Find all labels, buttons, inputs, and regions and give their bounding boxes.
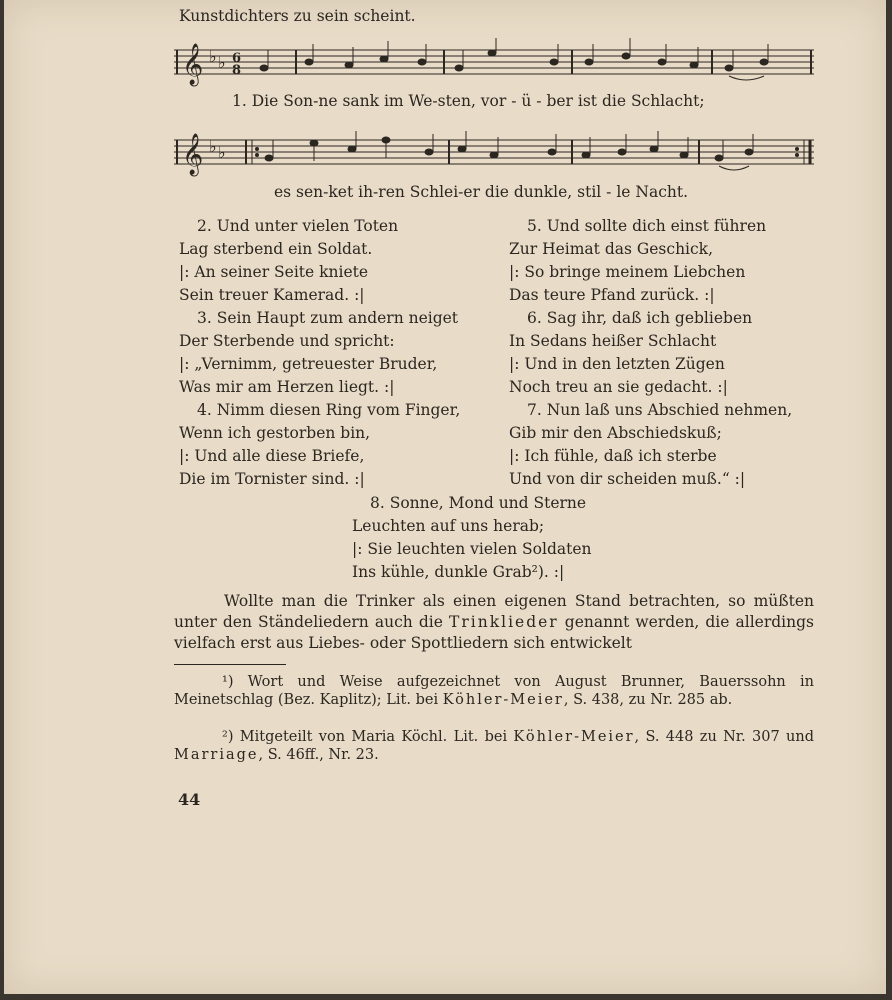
footnote-emphasis: Köhler-Meier [513,729,635,745]
footnote-1 [174,673,814,709]
footnote-2 [174,728,814,764]
svg-text:♭: ♭ [209,47,217,66]
verse-line: Wenn ich gestorben bin, [179,424,371,442]
verse-line: Und von dir scheiden muß.“ :| [509,470,746,488]
paragraph-emphasis: Trinklieder [449,613,559,631]
song-lyrics-line-1: 1. Die Son-ne sank im We-sten, vor - ü - ber ist die Schlacht; [232,92,705,110]
footnote-text: , S. 46ff., Nr. 23. [258,747,379,763]
verse-line: 7. Nun laß uns Abschied nehmen, [527,401,793,419]
verse-line: Der Sterbende und spricht: [179,332,395,350]
svg-text:𝄞: 𝄞 [182,44,204,85]
verse-line: Zur Heimat das Geschick, [509,240,714,258]
verse-line: |: „Vernimm, getreuester Bruder, [179,355,438,373]
music-staff-1 [174,38,814,88]
verse-line: In Sedans heißer Schlacht [509,332,717,350]
verse-line: Lag sterbend ein Soldat. [179,240,373,258]
verse-line: 6. Sag ihr, daß ich geblieben [527,309,753,327]
verse-line: 5. Und sollte dich einst führen [527,217,767,235]
verse-line: |: An seiner Seite kniete [179,263,369,281]
paragraph-text: genannt werden, die allerdings vielfach erst aus Liebes- oder Spottliedern sich entwickelt [174,613,814,652]
verse-line: |: So bringe meinem Liebchen [509,263,746,281]
page-number: 44 [178,790,201,809]
paragraph-text: Wollte man die Trinker als einen eigenen Stand betrachten, so müßten unter den Ständeliedern auch die [174,592,814,631]
verse-line: Leuchten auf uns herab; [352,517,545,535]
footnote-text: , S. 448 zu Nr. 307 und [634,729,814,745]
verse-line: 2. Und unter vielen Toten [197,217,399,235]
footnote-text: ¹) Wort und Weise aufgezeichnet von August Brunner, Bauerssohn in Meinetschlag (Bez. Kaplitz); Lit. bei [174,674,814,708]
music-staff-2 [174,128,814,178]
verse-line: 4. Nimm diesen Ring vom Finger, [197,401,461,419]
verse-line: Was mir am Herzen liegt. :| [179,378,395,396]
body-paragraph [174,591,814,654]
footnote-emphasis: Marriage [174,747,259,763]
book-page [4,0,886,994]
svg-text:6: 6 [232,51,242,66]
verse-line: 8. Sonne, Mond und Sterne [370,494,587,512]
verse-line: Noch treu an sie gedacht. :| [509,378,728,396]
svg-text:♭: ♭ [218,143,226,162]
footnote-text: , S. 438, zu Nr. 285 ab. [563,692,733,708]
verse-line: Gib mir den Abschiedskuß; [509,424,722,442]
verse-line: |: Ich fühle, daß ich sterbe [509,447,717,465]
svg-text:8: 8 [232,63,242,78]
svg-text:♭: ♭ [209,137,217,156]
verse-line: |: Und in den letzten Zügen [509,355,725,373]
verse-line: 3. Sein Haupt zum andern neiget [197,309,459,327]
verse-line: Die im Tornister sind. :| [179,470,365,488]
song-lyrics-line-2: es sen-ket ih-ren Schlei-er die dunkle, stil - le Nacht. [274,183,689,201]
footnote-divider [174,664,286,665]
footnote-text: ²) Mitgeteilt von Maria Köchl. Lit. bei [222,729,514,745]
verse-line: |: Und alle diese Briefe, [179,447,365,465]
verse-line: Das teure Pfand zurück. :| [509,286,715,304]
svg-text:𝄞: 𝄞 [182,134,204,175]
verse-line: Ins kühle, dunkle Grab²). :| [352,563,565,581]
top-line: Kunstdichters zu sein scheint. [179,7,416,25]
svg-text:♭: ♭ [218,53,226,72]
verse-line: |: Sie leuchten vielen Soldaten [352,540,592,558]
verse-line: Sein treuer Kamerad. :| [179,286,365,304]
footnote-emphasis: Köhler-Meier [442,692,564,708]
